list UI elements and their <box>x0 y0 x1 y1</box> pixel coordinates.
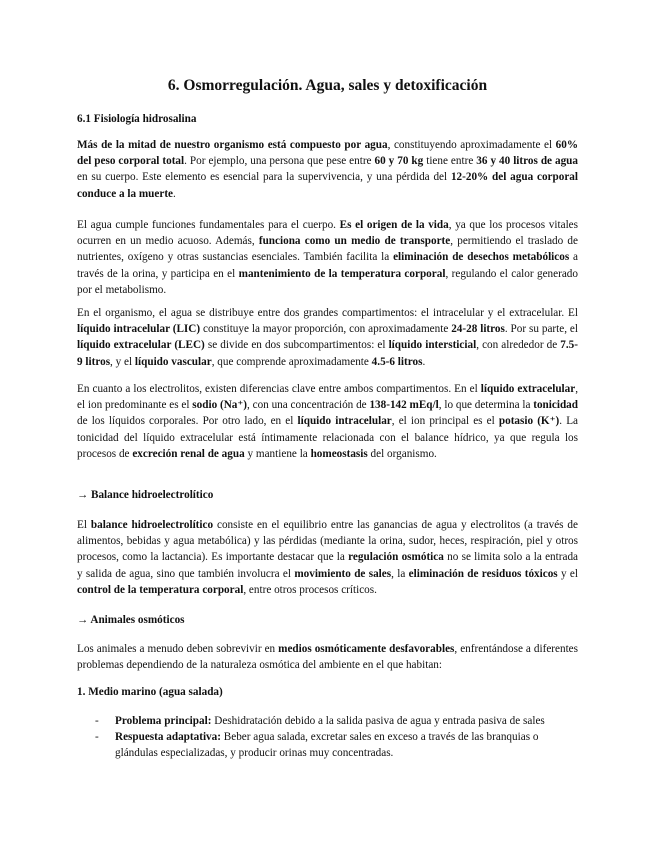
text-run: en su cuerpo. Este elemento es esencial para la supervivencia, y una pérdida del <box>77 171 451 184</box>
text-run: . Por su parte, el <box>504 323 578 336</box>
bold-text-run: balance hidroelectrolítico <box>90 519 214 531</box>
bold-text-run: líquido extracelular <box>480 383 576 395</box>
text-run: del organismo. <box>367 447 437 460</box>
bold-text-run: tonicidad <box>533 399 578 412</box>
text-run: tiene entre <box>423 155 477 168</box>
bold-text-run: 4.5-6 litros <box>371 355 423 368</box>
bold-text-run: movimiento de sales <box>294 567 392 580</box>
paragraph-animales <box>77 641 578 673</box>
text-run: Beber agua salada, excretar sales en exceso a través de las branquias o glándulas especializadas, y producir orinas muy concentradas. <box>115 731 539 760</box>
paragraph-electrolitos <box>77 381 578 462</box>
list-item-text <box>115 731 538 759</box>
text-run: , la <box>391 567 409 580</box>
bold-text-run: eliminación de residuos tóxicos <box>408 567 558 580</box>
text-run: En el organismo, el agua se distribuye entre dos grandes compartimentos: el intracelular y el extracelular. El <box>77 307 578 319</box>
text-run: Deshidratación debido a la salida pasiva de agua y entrada pasiva de sales <box>211 715 545 727</box>
bold-text-run: 138-142 mEq/l <box>369 399 439 412</box>
text-run: , ya que los procesos vitales ocurren en un medio acuoso. Además, <box>77 219 578 248</box>
list-item <box>77 729 578 761</box>
text-run: El agua cumple funciones fundamentales para el cuerpo. <box>77 219 340 231</box>
bold-text-run: Respuesta adaptativa: <box>115 731 221 744</box>
bold-text-run: Problema principal: <box>115 715 212 727</box>
text-run: de los líquidos corporales. Por otro lado, en el <box>77 415 298 428</box>
bold-text-run: homeostasis <box>310 447 368 460</box>
text-run: Los animales a menudo deben sobrevivir en <box>77 643 279 655</box>
subheading-animales: → Animales osmóticos <box>77 614 185 626</box>
text-run: , que comprende aproximadamente <box>211 355 372 368</box>
bold-text-run: potasio (K⁺) <box>498 415 560 428</box>
text-run: , enfrentándose a diferentes problemas dependiendo de la naturaleza osmótica del ambiente en el que habitan: <box>77 643 578 672</box>
list-bullet: - <box>95 731 99 744</box>
text-run: . <box>422 355 426 368</box>
bold-text-run: mantenimiento de la temperatura corporal <box>238 267 446 280</box>
bold-text-run: Es el origen de la vida <box>339 219 449 231</box>
text-run: , regulando el calor generado por el metabolismo. <box>77 267 578 296</box>
text-run: , permitiendo el traslado de nutrientes, oxígeno y otras sustancias esenciales. También facilita la <box>77 235 578 264</box>
text-run: El <box>77 519 91 531</box>
section-heading-fisiologia: 6.1 Fisiología hidrosalina <box>77 113 197 125</box>
text-run: , lo que determina la <box>438 399 534 412</box>
list-bullet: - <box>95 715 99 727</box>
bold-text-run: medios osmóticamente desfavorables <box>278 643 455 655</box>
bold-text-run: líquido intracelular <box>297 415 392 428</box>
text-run: En cuanto a los electrolitos, existen diferencias clave entre ambos compartimentos. En el <box>77 383 481 395</box>
bold-text-run: sodio (Na⁺) <box>192 399 248 412</box>
text-run: , y el <box>110 355 135 368</box>
bold-text-run: líquido intersticial <box>388 339 477 352</box>
text-run: se divide en dos subcompartimentos: el <box>204 339 389 352</box>
bold-text-run: 60 y 70 kg <box>374 155 424 168</box>
page-title: 6. Osmorregulación. Agua, sales y detoxificación <box>167 77 488 94</box>
text-run: , constituyendo aproximadamente el <box>387 139 556 151</box>
bold-text-run: líquido intracelular (LIC) <box>77 323 201 336</box>
subheading-medio-marino: 1. Medio marino (agua salada) <box>77 686 223 698</box>
bold-text-run: funciona como un medio de transporte <box>258 235 451 248</box>
text-run: . La tonicidad del líquido extracelular está íntimamente relacionada con el balance hídrico, ya que regula los procesos de <box>77 415 578 460</box>
paragraph-compartimentos <box>77 305 578 370</box>
paragraph-balance <box>77 517 578 598</box>
bold-text-run: excreción renal de agua <box>132 447 245 460</box>
subheading-balance: → Balance hidroelectrolítico <box>77 489 214 501</box>
adaptation-list <box>77 713 578 762</box>
text-run: , el ion predominante es el <box>77 383 579 412</box>
bold-text-run: regulación osmótica <box>348 551 444 564</box>
bold-text-run: eliminación de desechos metabólicos <box>393 251 570 264</box>
text-run: , con una concentración de <box>247 399 370 412</box>
text-run: no se limita solo a la entrada y salida de agua, sino que también involucra el <box>77 551 579 580</box>
bold-text-run: control de la temperatura corporal <box>77 583 244 596</box>
text-run: a través de la orina, y participa en el <box>77 251 579 280</box>
bold-text-run: 36 y 40 litros de agua <box>476 155 578 168</box>
list-item-text <box>115 715 545 727</box>
text-run: consiste en el equilibrio entre las ganancias de agua y electrolitos (a través de alimentos, bebidas y agua metabólica) y las pérdidas (mediante la orina, sudor, heces, respiración, piel y otros procesos, como la lactancia). Es importante destacar que la <box>77 519 578 564</box>
paragraph-agua-corporal <box>77 137 578 202</box>
list-item <box>77 713 578 729</box>
text-run: . <box>173 187 176 200</box>
bold-text-run: líquido vascular <box>134 355 212 368</box>
bold-text-run: 24-28 litros <box>451 323 505 336</box>
text-run: y mantiene la <box>244 447 311 460</box>
bold-text-run: 12-20% del agua corporal conduce a la muerte <box>77 171 578 200</box>
paragraph-funciones-agua <box>77 217 578 298</box>
bold-text-run: Más de la mitad de nuestro organismo está compuesto por agua <box>77 139 388 151</box>
bold-text-run: 7.5-9 litros <box>77 339 578 368</box>
text-run: y el <box>557 567 578 580</box>
text-run: , con alrededor de <box>476 339 561 352</box>
text-run: , entre otros procesos críticos. <box>243 583 377 596</box>
bold-text-run: 60% del peso corporal total <box>77 139 578 168</box>
text-run: , el ion principal es el <box>391 415 499 428</box>
text-run: . Por ejemplo, una persona que pese entre <box>184 155 375 168</box>
bold-text-run: líquido extracelular (LEC) <box>77 339 205 352</box>
text-run: constituye la mayor proporción, con aproximadamente <box>200 323 452 336</box>
